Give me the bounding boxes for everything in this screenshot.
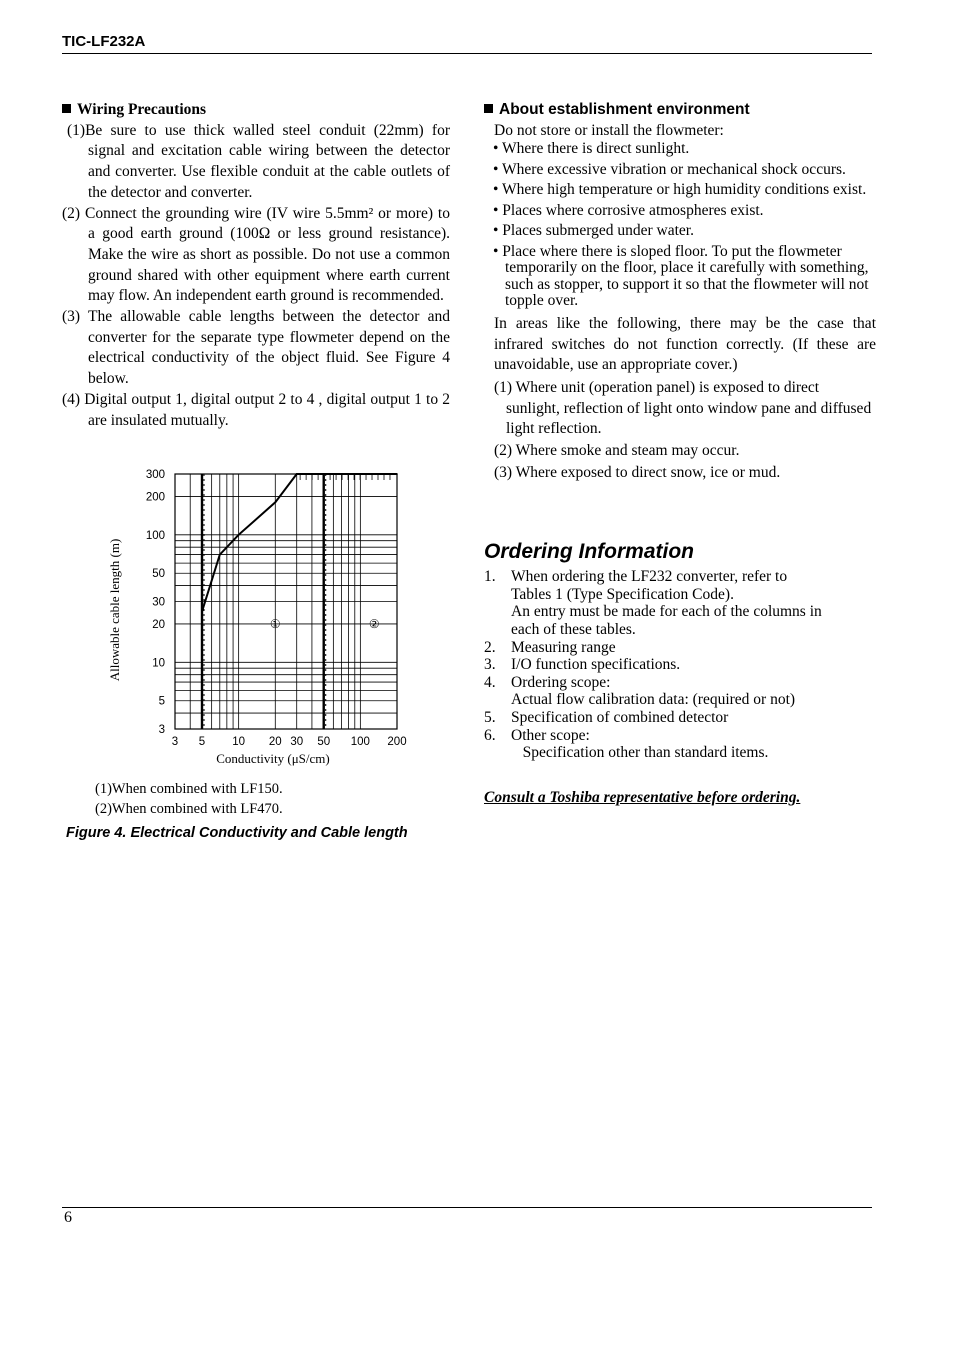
ordering-line: I/O function specifications. [511,656,681,674]
env-bullet: • Where there is direct sunlight. [493,140,690,158]
ordering-line: When ordering the LF232 converter, refer to [511,568,788,586]
series-point [238,534,240,536]
y-tick-labels [146,469,165,736]
header-rule [62,53,872,54]
environment-title-text: About establishment environment [499,101,750,118]
x-axis-label: Conductivity (μS/cm) [216,751,330,766]
ordering-line: Measuring range [511,638,616,656]
right-column [484,100,876,808]
series-point [274,501,276,503]
infrared-paragraph: In areas like the following, there may be the case that infrared switches do not function correctly. (If these are unavoidable, use an appropriate cover.) [494,314,876,374]
ordering-line: Ordering scope: [511,673,611,691]
y-tick-label: 10 [152,657,165,670]
ordering-item [484,709,876,727]
figure-legend-1: (1)When combined with LF150. [95,781,283,797]
series-point [296,473,298,475]
ordering-line: Specification of combined detector [511,708,729,726]
x-tick-label: 5 [198,736,206,748]
wiring-item-3: (3) The allowable cable lengths between the detector and converter for the separate type flowmeter depend on the electrical conductivity of the object fluid. See Figure 4 below. [62,308,450,388]
env-bullet: • Where high temperature or high humidity conditions exist. [493,181,867,199]
infrared-item: (2) Where smoke and steam may occur. [494,442,740,460]
left-column [62,100,450,431]
ordering-item-number: 2. [484,638,496,656]
ordering-item-number: 5. [484,708,496,726]
x-tick-labels [172,736,407,748]
series-point [201,611,203,613]
env-bullet: • Place where there is sloped floor. To put the flowmeter temporarily on the floor, place it carefully with something, such as stopper, to support it so that the flowmeter will not topple over. [493,242,869,310]
infrared-item: (1) Where unit (operation panel) is exposed to direct sunlight, reflection of light onto window pane and diffused light reflection. [494,379,872,438]
consult-note: Consult a Toshiba representative before ordering. [484,788,801,806]
figure-caption: Figure 4. Electrical Conductivity and Cable length [66,825,408,841]
square-bullet-icon [62,104,71,113]
ordering-line: Specification other than standard items. [511,744,769,762]
y-tick-label: 50 [152,568,165,581]
ordering-item-number: 4. [484,673,496,691]
ordering-item [484,656,876,674]
y-tick-label: 3 [158,724,165,736]
figure-legend-2: (2)When combined with LF470. [95,801,283,817]
region-label: ① [269,616,281,631]
x-tick-label: 200 [387,736,407,748]
y-tick-label: 20 [152,618,165,631]
x-tick-label: 100 [350,736,370,748]
ordering-information-title: Ordering Information [484,539,694,563]
x-tick-label: 50 [317,736,331,748]
x-tick-label: 30 [290,736,304,748]
x-tick-label: 20 [268,736,282,748]
ordering-line: each of these tables. [511,621,636,639]
y-tick-label: 200 [145,491,165,504]
ordering-item [484,639,876,657]
footer-rule [62,1207,872,1208]
y-axis-label: Allowable cable length (m) [107,538,122,682]
series-point [219,554,221,556]
page-number: 6 [64,1209,72,1226]
ordering-line: Tables 1 (Type Specification Code). [511,585,734,603]
document-id: TIC-LF232A [62,33,146,50]
wiring-precautions-heading [62,100,450,121]
ordering-line: Other scope: [511,726,590,744]
x-tick-label: 3 [171,736,179,748]
ordering-line: An entry must be made for each of the columns in [511,603,822,621]
chart-series [201,473,398,612]
chart-grid [175,474,397,729]
env-bullet: • Places where corrosive atmospheres exist. [493,201,764,219]
square-bullet-icon [484,104,493,113]
y-tick-label: 300 [145,469,165,481]
ordering-item-number: 6. [484,726,496,744]
environment-intro: Do not store or install the flowmeter: [494,121,724,139]
y-tick-label: 100 [145,529,165,542]
series-line [202,474,397,612]
y-tick-label: 5 [158,695,165,708]
env-bullet: • Places submerged under water. [493,222,694,240]
wiring-item-4: (4) Digital output 1, digital output 2 to 4 , digital output 1 to 2 are insulated mutually. [62,390,450,429]
ordering-list [484,568,876,762]
ordering-item [484,568,876,638]
conductivity-cable-chart [100,465,420,775]
wiring-item-1: (1)Be sure to use thick walled steel conduit (22mm) for signal and excitation cable wiring between the detector and converter. Use flexible conduit at the cable outlets of the detector and converter. [67,121,450,201]
ordering-line: Actual flow calibration data: (required or not) [511,691,796,709]
ordering-item [484,727,876,762]
y-tick-label: 30 [152,596,165,609]
x-tick-label: 10 [232,736,246,748]
series-point [396,473,398,475]
env-bullet: • Where excessive vibration or mechanical shock occurs. [493,160,846,178]
ordering-item-number: 3. [484,656,496,674]
ordering-item-number: 1. [484,568,496,586]
wiring-title-text: Wiring Precautions [77,101,207,118]
ordering-item [484,674,876,709]
infrared-item: (3) Where exposed to direct snow, ice or mud. [494,463,781,481]
environment-heading [484,100,876,121]
region-label: ② [368,616,380,631]
wiring-item-2: (2) Connect the grounding wire (IV wire 5.5mm² or more) to a good earth ground (100Ω or less ground resistance). Make the wire as short as possible. Do not use a common ground shared with other equipment where earth current may flow. An independent earth ground is recommended. [62,204,450,305]
